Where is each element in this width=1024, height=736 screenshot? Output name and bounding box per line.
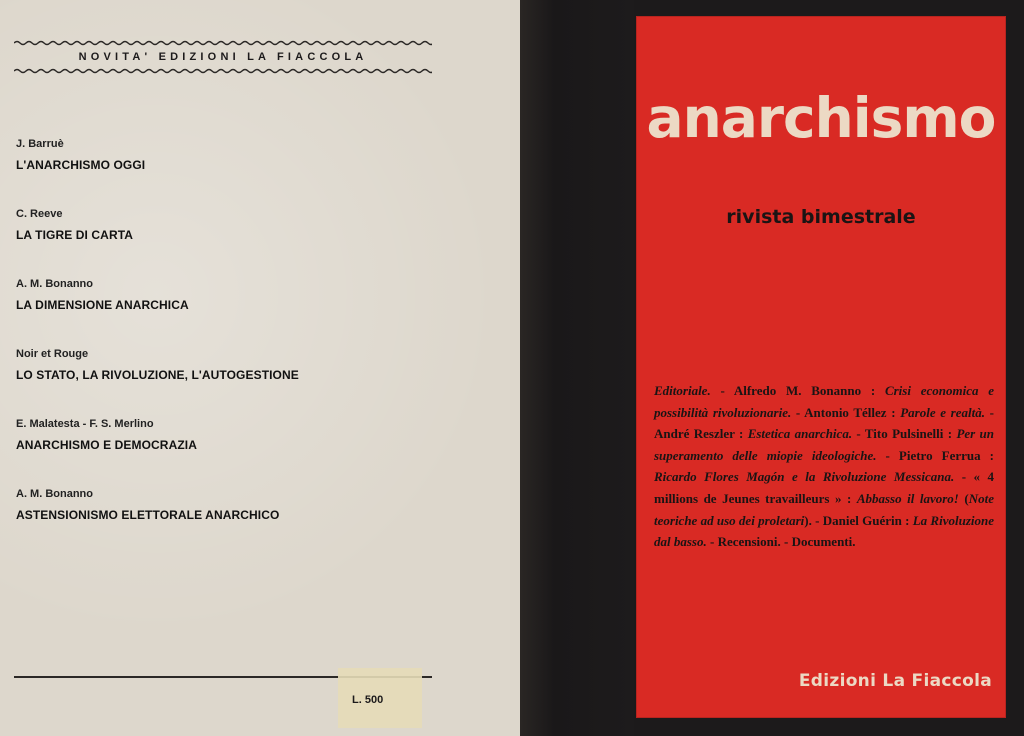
contents-segment: - André Reszler :	[654, 404, 994, 442]
book-title: L'ANARCHISMO OGGI	[16, 158, 146, 172]
header-title: NOVITA' EDIZIONI LA FIACCOLA	[78, 51, 368, 63]
book-title: ASTENSIONISMO ELETTORALE ANARCHICO	[16, 508, 280, 522]
book-entry	[16, 488, 279, 522]
contents-segment: ). - Daniel Guérin :	[804, 512, 913, 528]
book-entry	[16, 418, 197, 452]
book-entry	[16, 208, 133, 242]
book-title: LA DIMENSIONE ANARCHICA	[16, 298, 189, 312]
book-entry	[16, 278, 189, 312]
table-of-contents	[654, 380, 994, 553]
wavy-rule-top	[14, 40, 432, 46]
cover-title: anarchismo	[646, 86, 996, 150]
book-author: A. M. Bonanno	[16, 278, 93, 290]
cover-subtitle: rivista bimestrale	[726, 206, 916, 228]
contents-segment: - Alfredo M. Bonanno :	[710, 383, 885, 398]
book-author: C. Reeve	[16, 208, 63, 220]
book-author: A. M. Bonanno	[16, 488, 93, 500]
wavy-rule-bottom	[14, 68, 432, 74]
contents-segment: Ricardo Flores Magón e la Rivoluzione Messicana.	[654, 469, 955, 485]
contents-segment: - Recensioni. - Documenti.	[706, 534, 856, 550]
book-author: J. Barruè	[16, 138, 64, 150]
publisher-name: Edizioni La Fiaccola	[798, 671, 992, 691]
magazine-cover	[636, 16, 1006, 718]
contents-segment: Editoriale.	[654, 383, 711, 398]
contents-segment: - « 4 millions de Jeunes travailleurs » :	[654, 469, 994, 506]
contents-segment: Parole e realtà.	[900, 404, 985, 420]
contents-segment: Abbasso il lavoro!	[856, 490, 959, 506]
contents-segment: La Rivoluzione dal basso.	[654, 512, 994, 550]
book-author: Noir et Rouge	[16, 348, 89, 360]
contents-segment: - Pietro Ferrua :	[876, 447, 994, 463]
book-title: ANARCHISMO E DEMOCRAZIA	[16, 438, 197, 452]
book-entry	[16, 138, 145, 172]
contents-segment: Estetica anarchica.	[747, 426, 853, 442]
contents-segment: Note teoriche ad uso dei proletari	[654, 490, 994, 528]
book-entry	[16, 348, 299, 382]
header-box	[14, 40, 432, 74]
book-title: LA TIGRE DI CARTA	[16, 228, 134, 242]
binding-gutter	[520, 0, 634, 736]
contents-segment: Crisi economica e possibilità rivoluzionarie.	[654, 383, 994, 420]
contents-segment: - Tito Pulsinelli :	[852, 426, 957, 442]
contents-segment: (	[958, 490, 969, 506]
contents-segment: - Antonio Téllez :	[791, 404, 901, 420]
book-title: LO STATO, LA RIVOLUZIONE, L'AUTOGESTIONE	[16, 368, 299, 382]
contents-segment: Per un superamento delle miopie ideologiche.	[654, 426, 995, 463]
book-author: E. Malatesta - F. S. Merlino	[16, 418, 154, 430]
price-label: L. 500	[352, 694, 384, 706]
